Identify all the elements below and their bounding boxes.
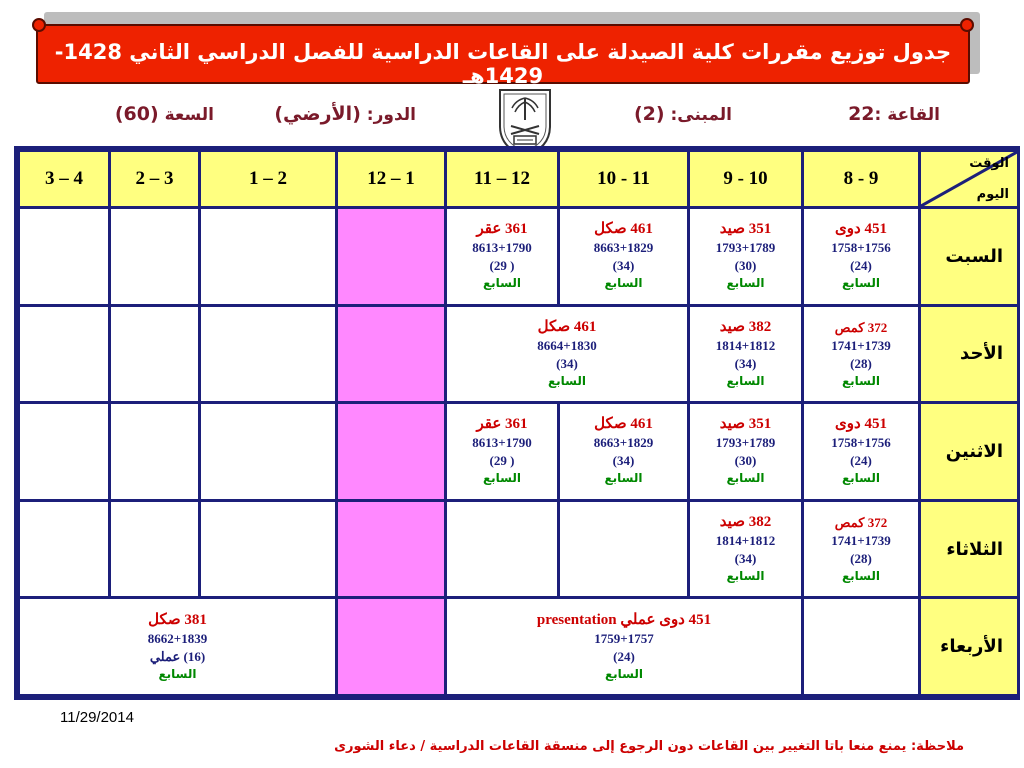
empty-cell — [110, 305, 200, 403]
course-code: 372 كمص — [834, 319, 888, 335]
course-level: السابع — [841, 276, 881, 291]
day-monday: الاثنين — [920, 403, 1019, 501]
slot-1-2: 1 – 2 — [200, 151, 337, 208]
course-code: 351 صيد — [719, 221, 772, 238]
empty-cell — [110, 403, 200, 501]
course-level: السابع — [841, 569, 881, 584]
title-banner — [36, 24, 970, 88]
course-level: السابع — [841, 373, 881, 388]
floor-label: الدور: — [360, 105, 416, 125]
course-cell — [803, 208, 920, 306]
course-count: (34) — [734, 551, 757, 567]
course-code: 382 صيد — [719, 514, 772, 531]
course-sections: 1741+1739 — [831, 337, 891, 353]
table-row — [19, 403, 1019, 501]
course-level: السابع — [604, 666, 644, 681]
slot-2-3: 2 – 3 — [110, 151, 200, 208]
course-sections: 8663+1829 — [593, 435, 654, 451]
course-level: السابع — [482, 276, 522, 291]
course-level: السابع — [841, 471, 881, 486]
course-code: 351 صيد — [719, 416, 772, 433]
course-cell — [559, 403, 689, 501]
break-cell — [337, 305, 446, 403]
capacity-info — [115, 103, 214, 125]
course-cell — [446, 208, 559, 306]
page-title: جدول توزيع مقررات كلية الصيدلة على القاعات الدراسية للفصل الدراسي الثاني 1428-1429هـ — [54, 40, 952, 88]
course-sections: 1758+1756 — [831, 240, 891, 256]
course-code: 361 عقر — [476, 416, 528, 433]
footer-note: ملاحظة: يمنع منعا باتا التغيير بين القاعات دون الرجوع إلى منسقة القاعات الدراسية / دعاء الشورى — [334, 739, 964, 754]
course-count: (28) — [850, 355, 872, 371]
course-cell — [689, 500, 803, 598]
hall-value: 22 — [848, 103, 875, 125]
hall-info — [848, 103, 940, 125]
break-cell — [337, 403, 446, 501]
course-cell — [19, 598, 337, 696]
capacity-value: (60) — [114, 103, 159, 125]
slot-3-4: 3 – 4 — [19, 151, 110, 208]
table-row — [19, 500, 1019, 598]
break-cell — [337, 598, 446, 696]
course-sections: 1814+1812 — [715, 533, 776, 549]
course-count: (24) — [850, 453, 872, 469]
course-level: السابع — [547, 373, 587, 388]
course-count: (34) — [734, 355, 757, 371]
course-sections: 8664+1830 — [537, 337, 597, 353]
course-level: السابع — [158, 666, 197, 681]
course-level: السابع — [726, 276, 765, 291]
slot-10-11: 10 - 11 — [559, 151, 689, 208]
course-sections: 1741+1739 — [831, 533, 891, 549]
header-row — [19, 151, 1019, 208]
course-level: السابع — [726, 569, 765, 584]
course-cell — [446, 598, 803, 696]
course-count: (24) — [850, 258, 872, 274]
course-code: 461 صكل — [594, 221, 653, 238]
empty-cell — [559, 500, 689, 598]
course-code: 451 دوى — [835, 221, 887, 238]
course-cell — [689, 403, 803, 501]
empty-cell — [19, 208, 110, 306]
hall-label: القاعة : — [874, 105, 940, 125]
slot-9-10: 9 - 10 — [689, 151, 803, 208]
course-count: ( 29) — [489, 258, 515, 274]
course-code: 372 كمص — [834, 515, 888, 531]
course-level: السابع — [726, 373, 765, 388]
empty-cell — [200, 500, 337, 598]
corner-cell — [920, 151, 1019, 208]
course-sections: 1793+1789 — [715, 435, 776, 451]
footer-date: 11/29/2014 — [60, 709, 134, 726]
course-sections: 1759+1757 — [594, 630, 654, 646]
empty-cell — [110, 500, 200, 598]
course-cell — [689, 305, 803, 403]
course-count: (34) — [612, 258, 635, 274]
course-count: (24) — [613, 648, 635, 664]
course-code: 451 دوى عملي presentation — [536, 611, 712, 628]
course-code: 461 صكل — [537, 318, 597, 335]
capacity-label: السعة — [158, 105, 214, 125]
course-count: (30) — [734, 258, 757, 274]
empty-cell — [200, 305, 337, 403]
course-count: (34) — [612, 453, 635, 469]
course-sections: 8663+1829 — [593, 240, 654, 256]
break-cell — [337, 500, 446, 598]
course-cell — [689, 208, 803, 306]
day-saturday: السبت — [920, 208, 1019, 306]
course-cell — [803, 500, 920, 598]
day-tuesday: الثلاثاء — [920, 500, 1019, 598]
course-sections: 8662+1839 — [147, 630, 208, 646]
course-code: 451 دوى — [835, 416, 887, 433]
table-row — [19, 208, 1019, 306]
slot-11-12: 11 – 12 — [446, 151, 559, 208]
empty-cell — [19, 403, 110, 501]
empty-cell — [19, 500, 110, 598]
floor-value: (الأرضي) — [274, 103, 361, 125]
empty-cell — [200, 403, 337, 501]
building-info — [634, 103, 732, 125]
course-level: السابع — [604, 276, 643, 291]
schedule-table — [17, 149, 1020, 697]
course-count: (30) — [734, 453, 757, 469]
course-level: السابع — [726, 471, 765, 486]
course-level: السابع — [482, 471, 522, 486]
schedule-table-frame — [14, 146, 1020, 700]
course-cell — [446, 305, 689, 403]
building-label: المبنى: — [664, 105, 732, 125]
day-wednesday: الأربعاء — [920, 598, 1019, 696]
course-count: (16) عملي — [149, 648, 206, 664]
course-count: ( 29) — [489, 453, 515, 469]
course-code: 381 صكل — [148, 611, 207, 628]
course-code: 382 صيد — [719, 318, 772, 335]
course-cell — [803, 403, 920, 501]
empty-cell — [803, 598, 920, 696]
course-level: السابع — [604, 471, 643, 486]
course-sections: 1814+1812 — [715, 337, 776, 353]
corner-time-label: الوقت — [969, 156, 1009, 171]
course-count: (28) — [850, 551, 872, 567]
course-cell — [446, 403, 559, 501]
floor-info — [274, 103, 416, 125]
course-cell — [559, 208, 689, 306]
course-code: 361 عقر — [476, 221, 528, 238]
break-cell — [337, 208, 446, 306]
course-sections: 8613+1790 — [472, 435, 532, 451]
course-sections: 1758+1756 — [831, 435, 891, 451]
course-sections: 1793+1789 — [715, 240, 776, 256]
table-row — [19, 598, 1019, 696]
course-count: (34) — [556, 355, 578, 371]
building-value: (2) — [633, 103, 665, 125]
corner-day-label: اليوم — [976, 187, 1009, 202]
empty-cell — [446, 500, 559, 598]
course-code: 461 صكل — [594, 416, 653, 433]
empty-cell — [19, 305, 110, 403]
course-cell — [803, 305, 920, 403]
empty-cell — [200, 208, 337, 306]
day-sunday: الأحد — [920, 305, 1019, 403]
course-sections: 8613+1790 — [472, 240, 532, 256]
empty-cell — [110, 208, 200, 306]
slot-12-1: 12 – 1 — [337, 151, 446, 208]
slot-8-9: 8 - 9 — [803, 151, 920, 208]
table-row — [19, 305, 1019, 403]
